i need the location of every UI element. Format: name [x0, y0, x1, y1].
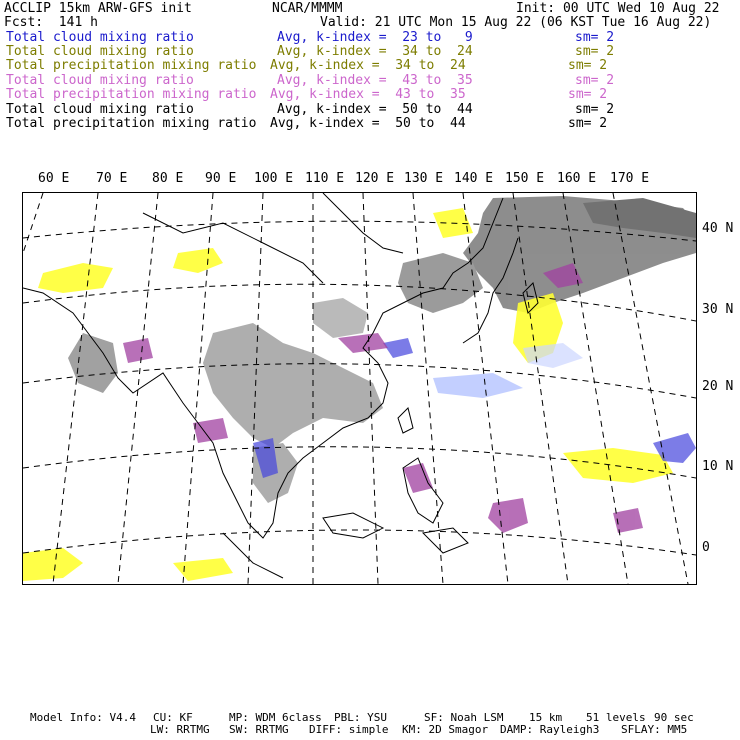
legend-field-5: Total precipitation mixing ratio — [6, 87, 257, 102]
lat-label-10n: 10 N — [702, 459, 734, 474]
footer-diff: DIFF: simple — [309, 723, 389, 736]
lon-label-60e: 60 E — [38, 171, 70, 186]
run-title: ACCLIP 15km ARW-GFS init — [4, 1, 192, 16]
footer-cu: CU: KF — [153, 711, 193, 724]
lon-label-170e: 170 E — [610, 171, 650, 186]
footer-model-info: Model Info: V4.4 — [30, 711, 136, 724]
valid-time: Valid: 21 UTC Mon 15 Aug 22 (06 KST Tue 16 Aug 22) — [320, 15, 712, 30]
lon-label-140e: 140 E — [454, 171, 494, 186]
footer-levels: 51 levels — [586, 711, 646, 724]
legend-avg-1: Avg, k-index = 23 to 9 — [277, 30, 473, 45]
footer-mp: MP: WDM 6class — [229, 711, 322, 724]
legend-sm-2: sm= 2 — [575, 44, 615, 59]
legend-field-3: Total precipitation mixing ratio — [6, 58, 257, 73]
footer-sf: SF: Noah LSM — [424, 711, 504, 724]
lat-label-40n: 40 N — [702, 221, 734, 236]
legend-field-4: Total cloud mixing ratio — [6, 73, 194, 88]
lat-label-30n: 30 N — [702, 302, 734, 317]
legend-avg-5: Avg, k-index = 43 to 35 — [270, 87, 466, 102]
legend-sm-5: sm= 2 — [568, 87, 608, 102]
lon-label-160e: 160 E — [557, 171, 597, 186]
init-time: Init: 00 UTC Wed 10 Aug 22 — [516, 1, 720, 16]
legend-field-2: Total cloud mixing ratio — [6, 44, 194, 59]
footer-sflay: SFLAY: MM5 — [621, 723, 688, 736]
legend-sm-6: sm= 2 — [575, 102, 615, 117]
legend-field-7: Total precipitation mixing ratio — [6, 116, 257, 131]
legend-avg-3: Avg, k-index = 34 to 24 — [270, 58, 466, 73]
lon-label-120e: 120 E — [355, 171, 395, 186]
lon-label-130e: 130 E — [404, 171, 444, 186]
footer-pbl: PBL: YSU — [334, 711, 387, 724]
lat-label-20n: 20 N — [702, 379, 734, 394]
lon-label-90e: 90 E — [205, 171, 237, 186]
lat-label-0: 0 — [702, 540, 710, 555]
footer-km: KM: 2D Smagor — [402, 723, 489, 736]
legend-avg-7: Avg, k-index = 50 to 44 — [270, 116, 466, 131]
footer-timestep: 90 sec — [654, 711, 694, 724]
legend-field-1: Total cloud mixing ratio — [6, 30, 194, 45]
lon-label-70e: 70 E — [96, 171, 128, 186]
footer-sw: SW: RRTMG — [229, 723, 289, 736]
legend-avg-6: Avg, k-index = 50 to 44 — [277, 102, 473, 117]
legend-sm-1: sm= 2 — [575, 30, 615, 45]
legend-sm-4: sm= 2 — [575, 73, 615, 88]
footer-resolution: 15 km — [529, 711, 563, 724]
footer-damp: DAMP: Rayleigh3 — [500, 723, 600, 736]
forecast-hour: Fcst: 141 h — [4, 15, 98, 30]
lon-label-150e: 150 E — [505, 171, 545, 186]
legend-field-6: Total cloud mixing ratio — [6, 102, 194, 117]
center-name: NCAR/MMMM — [272, 1, 343, 16]
legend-avg-2: Avg, k-index = 34 to 24 — [277, 44, 473, 59]
legend-sm-7: sm= 2 — [568, 116, 608, 131]
legend-avg-4: Avg, k-index = 43 to 35 — [277, 73, 473, 88]
legend-sm-3: sm= 2 — [568, 58, 608, 73]
lon-label-100e: 100 E — [254, 171, 294, 186]
cloud-mixing-ratio-map — [22, 192, 697, 585]
lon-label-80e: 80 E — [152, 171, 184, 186]
lon-label-110e: 110 E — [305, 171, 345, 186]
footer-lw: LW: RRTMG — [150, 723, 210, 736]
